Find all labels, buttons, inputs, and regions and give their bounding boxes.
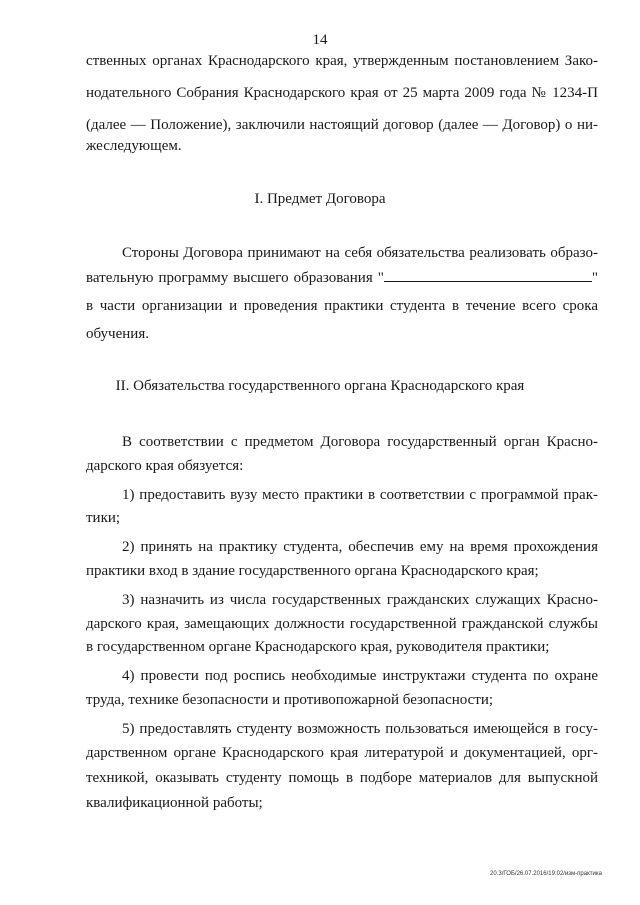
intro-line-1: ственных органах Краснодарского края, утвержденным постановлением Зако- — [86, 53, 598, 69]
section-1-line-1: Стороны Договора принимают на себя обязательства реализовать образо- — [122, 245, 598, 261]
intro-line-2: нодательного Собрания Краснодарского края от 25 марта 2009 года № 1234-П — [86, 85, 598, 101]
item-4-line-1: 4) провести под роспись необходимые инструктажи студента по охране — [122, 668, 598, 684]
item-3-line-2: дарского края, замещающих должности государственной гражданской службы — [86, 616, 598, 632]
footer-file-stamp: 20.3/ГОБ/26.07.2016/19:02/изм-практика — [490, 871, 602, 877]
intro-line-3: (далее — Положение), заключили настоящий договор (далее — Договор) о ни- — [86, 117, 598, 133]
item-3-line-3: в государственном органе Краснодарского края, руководителя практики; — [86, 639, 550, 655]
section-1-line-2-text: вательную программу высшего образования " — [86, 270, 384, 286]
program-name-blank-field — [384, 267, 592, 282]
section-1-line-3: в части организации и проведения практики студента в течение всего срока — [86, 298, 598, 314]
section-2-intro-line-1: В соответствии с предметом Договора государственный орган Красно- — [122, 434, 598, 450]
item-5-line-1: 5) предоставлять студенту возможность пользоваться имеющейся в госу- — [122, 721, 598, 737]
section-1-line-2 — [86, 267, 598, 288]
item-5-line-3: техникой, оказывать студенту помощь в подборе материалов для выпускной — [86, 770, 598, 786]
section-2-intro-line-2: дарского края обязуется: — [86, 458, 244, 474]
item-2-line-1: 2) принять на практику студента, обеспечив ему на время прохождения — [122, 539, 598, 555]
item-2-line-2: практики вход в здание государственного органа Краснодарского края; — [86, 563, 539, 579]
section-2-heading: II. Обязательства государственного органа Краснодарского края — [115, 378, 525, 394]
item-3-line-1: 3) назначить из числа государственных гражданских служащих Красно- — [122, 592, 598, 608]
intro-line-4: жеследующем. — [86, 138, 182, 154]
item-5-line-2: дарственном органе Краснодарского края литературой и документацией, орг- — [86, 745, 598, 761]
section-1-line-4: обучения. — [86, 326, 149, 342]
item-5-line-4: квалификационной работы; — [86, 795, 263, 811]
section-1-line-2-quote: " — [591, 270, 598, 286]
item-1-line-2: тики; — [86, 510, 121, 526]
page-number: 14 — [312, 32, 328, 48]
item-1-line-1: 1) предоставить вузу место практики в соответствии с программой прак- — [122, 487, 598, 503]
section-1-heading: I. Предмет Договора — [254, 191, 386, 207]
item-4-line-2: труда, технике безопасности и противопожарной безопасности; — [86, 692, 494, 708]
